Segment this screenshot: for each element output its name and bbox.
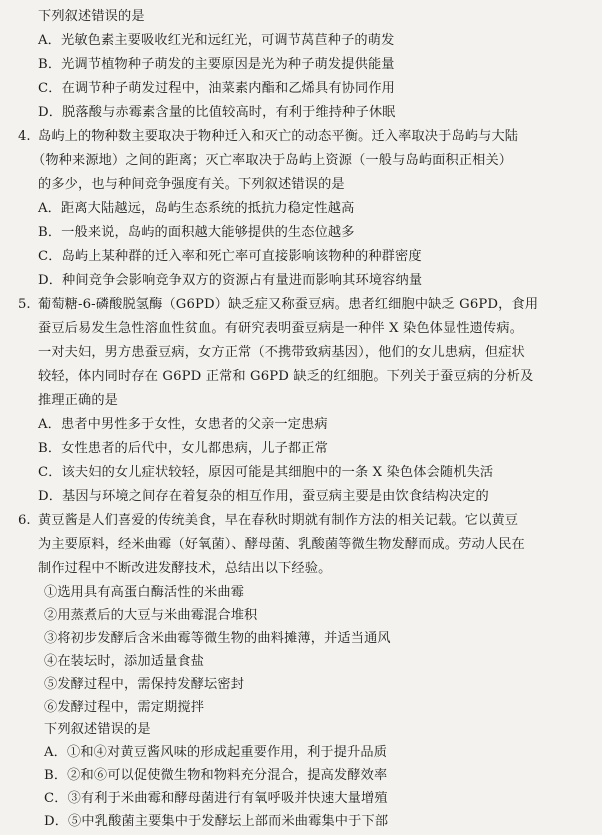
q5-number: 5. <box>18 297 31 312</box>
q6-stem-line-3: 制作过程中不断改进发酵技术，总结出以下经验。 <box>38 561 332 576</box>
q4-option-d: D．种间竞争会影响竞争双方的资源占有量进而影响其环境容纳量 <box>38 273 423 288</box>
q5-option-d: D．基因与环境之间存在着复杂的相互作用，蚕豆病主要是由饮食结构决定的 <box>38 489 489 504</box>
q6-number: 6. <box>18 513 31 528</box>
q6-step-4: ④在装坛时，添加适量食盐 <box>44 653 205 669</box>
q5-option-a: A．患者中男性多于女性，女患者的父亲一定患病 <box>38 417 328 432</box>
q3-option-c: C．在调节种子萌发过程中，油菜素内酯和乙烯具有协同作用 <box>38 81 396 96</box>
q4-option-c: C．岛屿上某种群的迁入率和死亡率可直接影响该物种的种群密度 <box>38 249 422 264</box>
q4-stem-line-1: 岛屿上的物种数主要取决于物种迁入和灭亡的动态平衡。迁入率取决于岛屿与大陆 <box>38 129 519 144</box>
q3-stem: 下列叙述错误的是 <box>38 9 145 24</box>
q6-option-a: A．①和④对黄豆酱风味的形成起重要作用，利于提升品质 <box>44 745 388 761</box>
q6-step-6: ⑥发酵过程中，需定期搅拌 <box>44 699 205 715</box>
q5-stem-line-3: 一对夫妇，男方患蚕豆病，女方正常（不携带致病基因），他们的女儿患病，但症状 <box>38 345 525 360</box>
q6-step-1: ①选用具有高蛋白酶活性的米曲霉 <box>44 585 245 600</box>
q6-option-b: B．②和⑥可以促使微生物和物料充分混合，提高发酵效率 <box>44 768 388 784</box>
q5-option-b: B．女性患者的后代中，女儿都患病，儿子都正常 <box>38 441 328 456</box>
q3-option-a: A．光敏色素主要吸收红光和远红光，可调节莴苣种子的萌发 <box>38 33 395 48</box>
q4-stem-line-3: 的多少，也与种间竞争强度有关。下列叙述错误的是 <box>38 177 345 192</box>
q6-step-3: ③将初步发酵后含米曲霉等微生物的曲料摊薄，并适当通风 <box>44 630 391 646</box>
q6-stem-line-1: 黄豆酱是人们喜爱的传统美食，早在春秋时期就有制作方法的相关记载。它以黄豆 <box>38 513 519 528</box>
q6-step-5: ⑤发酵过程中，需保持发酵坛密封 <box>44 676 245 692</box>
q3-option-d: D．脱落酸与赤霉素含量的比值较高时，有利于维持种子休眠 <box>38 105 396 120</box>
q6-stem-line-2: 为主要原料，经米曲霉（好氧菌）、酵母菌、乳酸菌等微生物发酵而成。劳动人民在 <box>38 537 525 552</box>
q5-stem-line-2: 蚕豆后易发生急性溶血性贫血。有研究表明蚕豆病是一种伴 X 染色体显性遗传病。 <box>38 321 524 336</box>
q5-stem-line-1: 葡萄糖-6-磷酸脱氢酶（G6PD）缺乏症又称蚕豆病。患者红细胞中缺乏 G6PD，食用 <box>38 297 539 312</box>
q4-option-b: B．一般来说，岛屿的面积越大能够提供的生态位越多 <box>38 225 355 240</box>
q6-step-2: ②用蒸煮后的大豆与米曲霉混合堆积 <box>44 607 258 623</box>
q4-option-a: A．距离大陆越远，岛屿生态系统的抵抗力稳定性越高 <box>38 201 355 216</box>
q6-option-c: C．③有利于米曲霉和酵母菌进行有氧呼吸并快速大量增殖 <box>44 791 388 807</box>
q5-stem-line-5: 推理正确的是 <box>38 393 119 408</box>
q5-option-c: C．该夫妇的女儿症状较轻，原因可能是其细胞中的一条 X 染色体会随机失活 <box>38 465 494 480</box>
q4-number: 4. <box>18 129 31 144</box>
q4-stem-line-2: （物种来源地）之间的距离；灭亡率取决于岛屿上资源（一般与岛屿面积正相关） <box>32 153 513 168</box>
q5-stem-line-4: 较轻，体内同时存在 G6PD 正常和 G6PD 缺乏的红细胞。下列关于蚕豆病的分析及 <box>38 369 534 384</box>
q6-question: 下列叙述错误的是 <box>44 722 151 738</box>
q3-option-b: B．光调节植物种子萌发的主要原因是光为种子萌发提供能量 <box>38 57 395 72</box>
q6-option-d: D．⑤中乳酸菌主要集中于发酵坛上部而米曲霉集中于下部 <box>44 814 389 829</box>
